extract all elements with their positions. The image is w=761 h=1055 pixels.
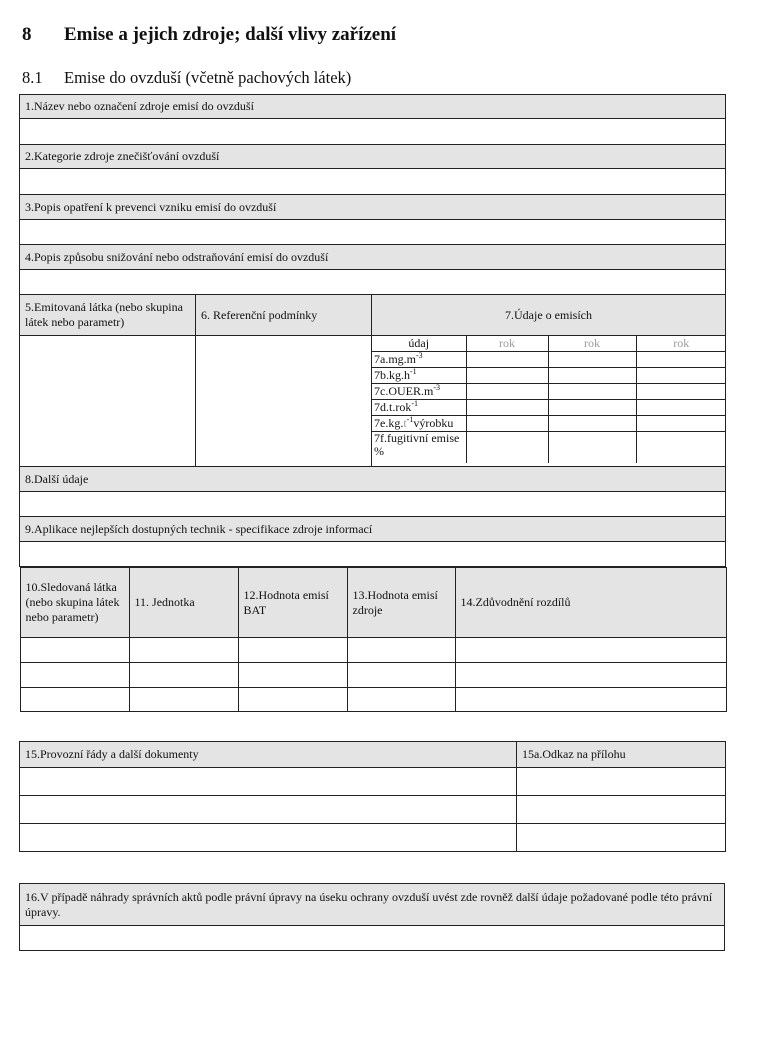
data-cell[interactable]	[466, 400, 548, 416]
col-header-bat-value: 12.Hodnota emisí BAT	[238, 568, 347, 638]
data-cell[interactable]	[466, 368, 548, 384]
field-label-source-name: 1.Název nebo označení zdroje emisí do ovzduší	[20, 95, 726, 119]
data-cell[interactable]	[636, 368, 726, 384]
prevention-input[interactable]	[20, 220, 726, 245]
field-label-reduction: 4.Popis způsobu snižování nebo odstraňování emisí do ovzduší	[20, 245, 726, 270]
table-cell[interactable]	[238, 688, 347, 712]
table-cell[interactable]	[129, 688, 238, 712]
data-label-header: údaj	[372, 336, 466, 352]
col-header-source-value: 13.Hodnota emisí zdroje	[347, 568, 455, 638]
year-header[interactable]: rok	[466, 336, 548, 352]
field-label-bat-application: 9.Aplikace nejlepších dostupných technik - specifikace zdroje informací	[20, 517, 726, 542]
emission-data-inner-table	[372, 336, 726, 463]
subsection-title: Emise do ovzduší (včetně pachových látek)	[64, 68, 352, 87]
data-row-label: $7b.kg.h^{-1}$	[372, 368, 466, 384]
table-row	[20, 768, 726, 796]
bat-application-input[interactable]	[20, 542, 726, 567]
table-cell[interactable]	[517, 796, 726, 824]
data-row-label: $7e.kg.t^{-1}výrobku$	[372, 416, 466, 432]
table-cell[interactable]	[455, 638, 726, 663]
table-cell[interactable]	[20, 638, 129, 663]
data-cell[interactable]	[466, 352, 548, 368]
table-cell[interactable]	[238, 663, 347, 688]
table-cell[interactable]	[347, 688, 455, 712]
table-cell[interactable]	[347, 638, 455, 663]
table-cell[interactable]	[517, 824, 726, 852]
table-row	[20, 688, 726, 712]
table-cell[interactable]	[517, 768, 726, 796]
table-cell[interactable]	[20, 796, 517, 824]
legal-note-input[interactable]	[20, 926, 725, 951]
source-category-input[interactable]	[20, 169, 726, 195]
table-cell[interactable]	[238, 638, 347, 663]
table-row	[20, 638, 726, 663]
data-cell[interactable]	[636, 352, 726, 368]
data-cell[interactable]	[548, 352, 636, 368]
data-cell[interactable]	[548, 368, 636, 384]
subsection-number: 8.1	[22, 68, 43, 87]
data-row-label: 7d.t.rok$^{-1}$	[372, 400, 466, 416]
col-header-operating-rules: 15.Provozní řády a další dokumenty	[20, 742, 517, 768]
col-header-emitted-substance: 5.Emitovaná látka (nebo skupina látek nebo parametr)	[20, 295, 196, 336]
table-cell[interactable]	[20, 663, 129, 688]
field-label-legal-note: 16.V případě náhrady správních aktů podle právní úpravy na úseku ochrany ovzduší uvést zde rovněž další údaje požadované podle této právní úpravy.	[20, 884, 725, 926]
data-cell[interactable]	[548, 416, 636, 432]
reduction-input[interactable]	[20, 270, 726, 295]
table-cell[interactable]	[129, 638, 238, 663]
col-header-monitored-substance: 10.Sledovaná látka (nebo skupina látek nebo parametr)	[20, 568, 129, 638]
section-title: Emise a jejich zdroje; další vlivy zařízení	[64, 24, 397, 45]
col-header-justification: 14.Zdůvodnění rozdílů	[455, 568, 726, 638]
table-row	[20, 796, 726, 824]
data-row-label: $7a.mg.m^{-3}$	[372, 352, 466, 368]
col-header-attachment-reference: 15a.Odkaz na přílohu	[517, 742, 726, 768]
col-header-reference-conditions: 6. Referenční podmínky	[196, 295, 372, 336]
year-header[interactable]: rok	[548, 336, 636, 352]
field-label-prevention: 3.Popis opatření k prevenci vzniku emisí do ovzduší	[20, 195, 726, 220]
table-cell[interactable]	[455, 663, 726, 688]
legal-note-table	[19, 883, 725, 951]
data-row-label: 7f.fugitivní emise %	[372, 432, 466, 463]
reference-conditions-input[interactable]	[196, 336, 372, 467]
table-cell[interactable]	[455, 688, 726, 712]
table-cell[interactable]	[129, 663, 238, 688]
table-row	[20, 663, 726, 688]
data-cell[interactable]	[636, 400, 726, 416]
documents-table	[19, 741, 726, 852]
data-cell[interactable]	[636, 432, 726, 463]
data-cell[interactable]	[466, 384, 548, 400]
section-number: 8	[22, 24, 32, 45]
field-label-additional-data: 8.Další údaje	[20, 467, 726, 492]
data-row-label: $7c.OUER.m^{-3}$	[372, 384, 466, 400]
col-header-emission-data: 7.Údaje o emisích	[372, 295, 726, 336]
year-header[interactable]: rok	[636, 336, 726, 352]
table-cell[interactable]	[20, 768, 517, 796]
col-header-unit: 11. Jednotka	[129, 568, 238, 638]
data-cell[interactable]	[548, 384, 636, 400]
bat-comparison-table	[20, 567, 727, 712]
table-cell[interactable]	[347, 663, 455, 688]
table-cell[interactable]	[20, 824, 517, 852]
data-cell[interactable]	[636, 416, 726, 432]
source-name-input[interactable]	[20, 119, 726, 145]
data-cell[interactable]	[636, 384, 726, 400]
table-row	[20, 824, 726, 852]
table-cell[interactable]	[20, 688, 129, 712]
data-cell[interactable]	[466, 432, 548, 463]
emission-data-grid	[372, 336, 726, 467]
emissions-form-table	[19, 94, 726, 712]
data-cell[interactable]	[466, 416, 548, 432]
data-cell[interactable]	[548, 432, 636, 463]
emitted-substance-input[interactable]	[20, 336, 196, 467]
field-label-source-category: 2.Kategorie zdroje znečišťování ovzduší	[20, 145, 726, 169]
data-cell[interactable]	[548, 400, 636, 416]
additional-data-input[interactable]	[20, 492, 726, 517]
